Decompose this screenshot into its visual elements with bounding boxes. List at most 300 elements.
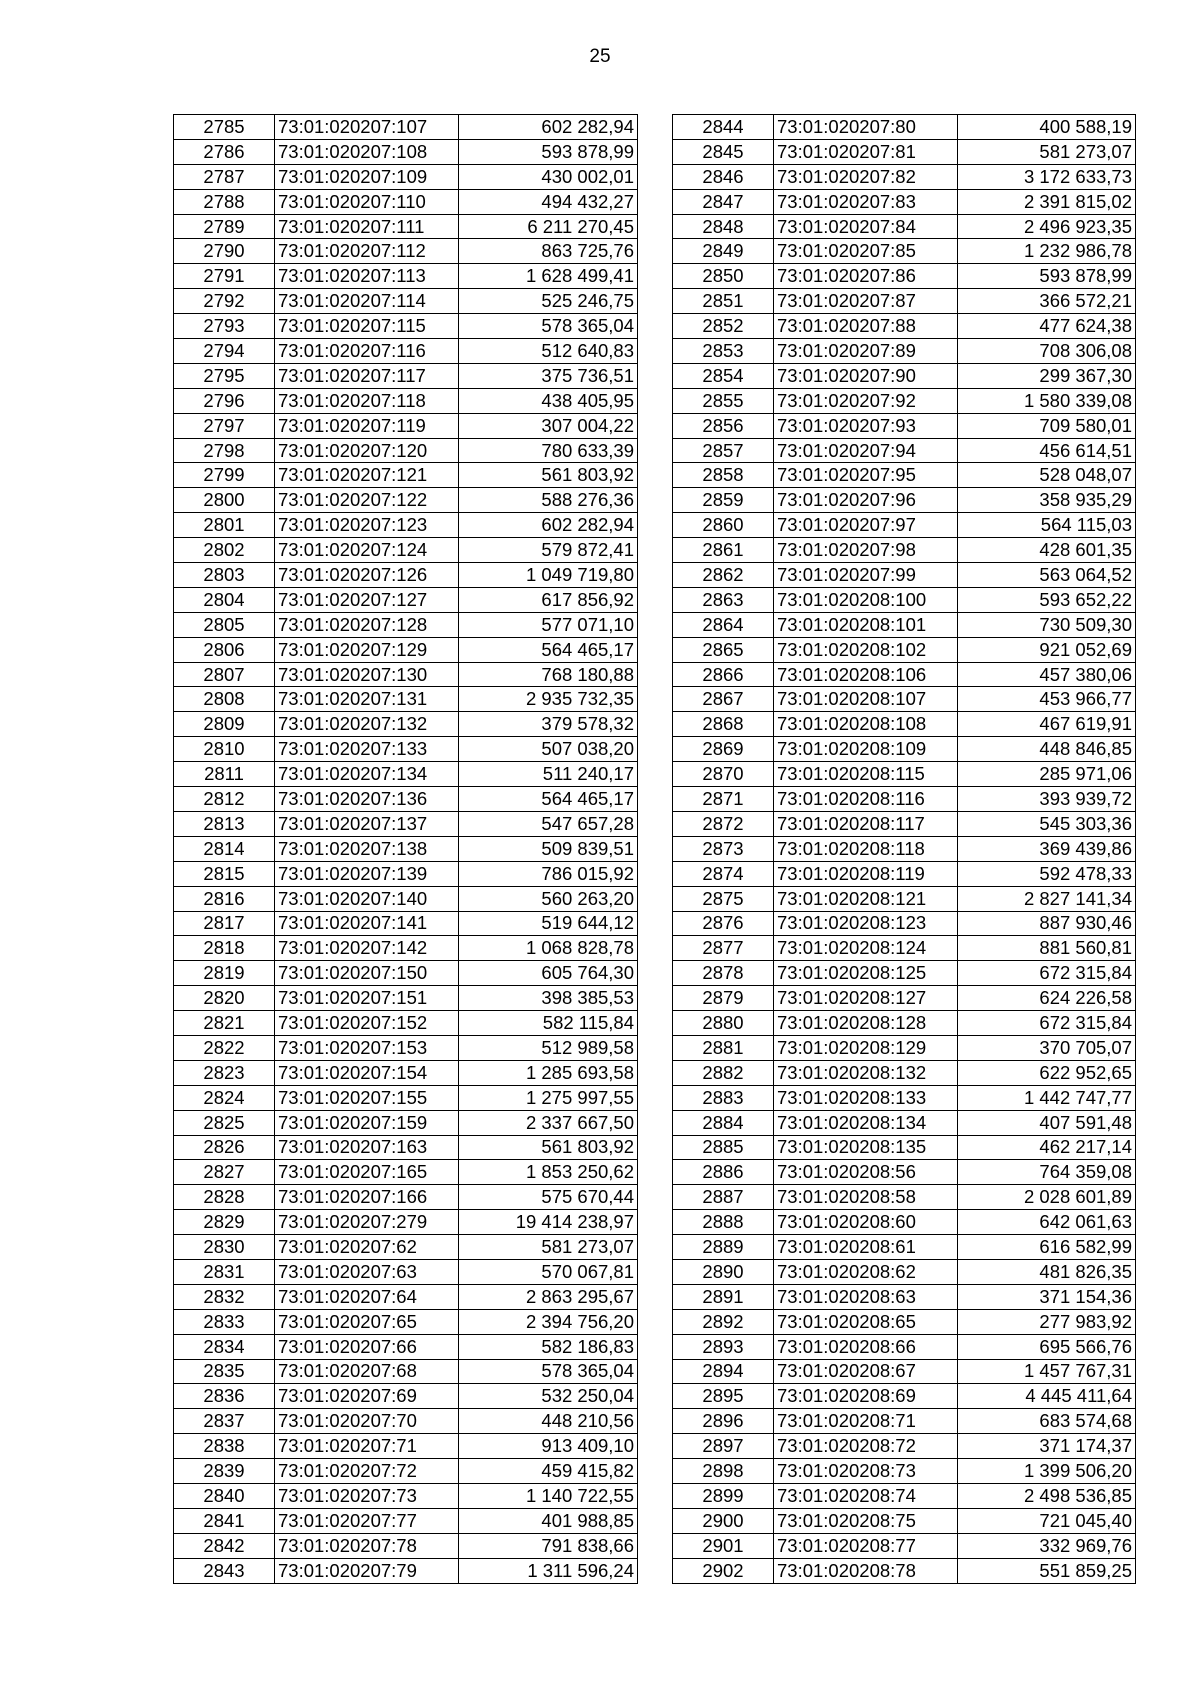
table-row [174,1334,638,1359]
cadastral-value-cell: 561 803,92 [459,463,638,488]
table-row [673,1334,1136,1359]
cadastral-number-cell: 73:01:020208:118 [774,836,958,861]
cadastral-value-cell: 19 414 238,97 [459,1210,638,1235]
cadastral-value-cell: 477 624,38 [958,314,1136,339]
cadastral-value-cell: 401 988,85 [459,1508,638,1533]
cadastral-table-right [672,114,1136,1584]
row-number-cell: 2823 [174,1060,275,1085]
table-row [673,811,1136,836]
row-number-cell: 2832 [174,1284,275,1309]
table-row [673,1384,1136,1409]
table-row [174,115,638,140]
cadastral-number-cell: 73:01:020207:118 [275,388,459,413]
cadastral-value-cell: 467 619,91 [958,712,1136,737]
table-row [174,1259,638,1284]
cadastral-value-cell: 616 582,99 [958,1235,1136,1260]
table-row [673,1259,1136,1284]
row-number-cell: 2814 [174,836,275,861]
cadastral-number-cell: 73:01:020207:88 [774,314,958,339]
cadastral-value-cell: 1 049 719,80 [459,563,638,588]
cadastral-number-cell: 73:01:020207:122 [275,488,459,513]
table-row [673,164,1136,189]
cadastral-value-cell: 453 966,77 [958,687,1136,712]
row-number-cell: 2898 [673,1459,774,1484]
cadastral-number-cell: 73:01:020207:95 [774,463,958,488]
row-number-cell: 2798 [174,438,275,463]
cadastral-value-cell: 642 061,63 [958,1210,1136,1235]
cadastral-value-cell: 1 275 997,55 [459,1085,638,1110]
row-number-cell: 2846 [673,164,774,189]
cadastral-number-cell: 73:01:020208:63 [774,1284,958,1309]
row-number-cell: 2854 [673,363,774,388]
cadastral-number-cell: 73:01:020208:67 [774,1359,958,1384]
table-row [673,1135,1136,1160]
cadastral-table-left [173,114,638,1584]
table-row [174,787,638,812]
row-number-cell: 2890 [673,1259,774,1284]
cadastral-number-cell: 73:01:020208:60 [774,1210,958,1235]
cadastral-value-cell: 379 578,32 [459,712,638,737]
row-number-cell: 2870 [673,762,774,787]
cadastral-number-cell: 73:01:020208:132 [774,1060,958,1085]
row-number-cell: 2847 [673,189,774,214]
row-number-cell: 2857 [673,438,774,463]
row-number-cell: 2889 [673,1235,774,1260]
cadastral-number-cell: 73:01:020207:124 [275,538,459,563]
cadastral-number-cell: 73:01:020208:123 [774,911,958,936]
cadastral-value-cell: 887 930,46 [958,911,1136,936]
cadastral-number-cell: 73:01:020207:132 [275,712,459,737]
row-number-cell: 2808 [174,687,275,712]
row-number-cell: 2787 [174,164,275,189]
table-row [174,189,638,214]
table-row [174,936,638,961]
row-number-cell: 2859 [673,488,774,513]
cadastral-value-cell: 780 633,39 [459,438,638,463]
table-row [673,139,1136,164]
row-number-cell: 2852 [673,314,774,339]
cadastral-number-cell: 73:01:020208:75 [774,1508,958,1533]
cadastral-number-cell: 73:01:020207:128 [275,612,459,637]
cadastral-value-cell: 581 273,07 [958,139,1136,164]
cadastral-number-cell: 73:01:020207:96 [774,488,958,513]
cadastral-value-cell: 307 004,22 [459,413,638,438]
cadastral-number-cell: 73:01:020208:117 [774,811,958,836]
table-row [174,1409,638,1434]
row-number-cell: 2861 [673,538,774,563]
cadastral-number-cell: 73:01:020207:98 [774,538,958,563]
row-number-cell: 2878 [673,961,774,986]
page-number: 25 [589,46,611,67]
cadastral-number-cell: 73:01:020207:133 [275,737,459,762]
cadastral-value-cell: 863 725,76 [459,239,638,264]
row-number-cell: 2896 [673,1409,774,1434]
cadastral-value-cell: 2 496 923,35 [958,214,1136,239]
table-row [673,1558,1136,1583]
cadastral-number-cell: 73:01:020208:102 [774,637,958,662]
table-row [174,388,638,413]
cadastral-value-cell: 593 652,22 [958,587,1136,612]
row-number-cell: 2875 [673,886,774,911]
table-row [174,811,638,836]
row-number-cell: 2792 [174,289,275,314]
cadastral-value-cell: 564 465,17 [459,637,638,662]
cadastral-value-cell: 709 580,01 [958,413,1136,438]
row-number-cell: 2873 [673,836,774,861]
cadastral-number-cell: 73:01:020208:124 [774,936,958,961]
cadastral-number-cell: 73:01:020208:116 [774,787,958,812]
cadastral-value-cell: 512 640,83 [459,339,638,364]
row-number-cell: 2888 [673,1210,774,1235]
cadastral-value-cell: 1 068 828,78 [459,936,638,961]
row-number-cell: 2793 [174,314,275,339]
cadastral-number-cell: 73:01:020207:115 [275,314,459,339]
row-number-cell: 2834 [174,1334,275,1359]
cadastral-number-cell: 73:01:020208:127 [774,986,958,1011]
table-row [174,1434,638,1459]
row-number-cell: 2850 [673,264,774,289]
table-row [174,488,638,513]
row-number-cell: 2788 [174,189,275,214]
cadastral-value-cell: 398 385,53 [459,986,638,1011]
cadastral-value-cell: 2 498 536,85 [958,1483,1136,1508]
table-row [174,886,638,911]
cadastral-value-cell: 494 432,27 [459,189,638,214]
cadastral-number-cell: 73:01:020207:126 [275,563,459,588]
table-row [174,139,638,164]
row-number-cell: 2831 [174,1259,275,1284]
row-number-cell: 2887 [673,1185,774,1210]
cadastral-number-cell: 73:01:020208:62 [774,1259,958,1284]
row-number-cell: 2844 [673,115,774,140]
cadastral-number-cell: 73:01:020207:70 [275,1409,459,1434]
row-number-cell: 2842 [174,1533,275,1558]
cadastral-value-cell: 624 226,58 [958,986,1136,1011]
table-row [673,687,1136,712]
cadastral-value-cell: 457 380,06 [958,662,1136,687]
cadastral-number-cell: 73:01:020208:100 [774,587,958,612]
cadastral-value-cell: 551 859,25 [958,1558,1136,1583]
row-number-cell: 2849 [673,239,774,264]
cadastral-value-cell: 683 574,68 [958,1409,1136,1434]
table-row [174,1210,638,1235]
row-number-cell: 2868 [673,712,774,737]
cadastral-number-cell: 73:01:020208:66 [774,1334,958,1359]
cadastral-value-cell: 428 601,35 [958,538,1136,563]
row-number-cell: 2872 [673,811,774,836]
cadastral-number-cell: 73:01:020207:90 [774,363,958,388]
row-number-cell: 2791 [174,264,275,289]
cadastral-value-cell: 511 240,17 [459,762,638,787]
cadastral-number-cell: 73:01:020207:166 [275,1185,459,1210]
row-number-cell: 2864 [673,612,774,637]
table-row [673,762,1136,787]
cadastral-number-cell: 73:01:020207:83 [774,189,958,214]
row-number-cell: 2820 [174,986,275,1011]
cadastral-value-cell: 582 115,84 [459,1011,638,1036]
cadastral-value-cell: 481 826,35 [958,1259,1136,1284]
row-number-cell: 2821 [174,1011,275,1036]
cadastral-number-cell: 73:01:020207:86 [774,264,958,289]
table-row [174,538,638,563]
table-row [174,1135,638,1160]
row-number-cell: 2799 [174,463,275,488]
cadastral-number-cell: 73:01:020207:130 [275,662,459,687]
cadastral-number-cell: 73:01:020207:163 [275,1135,459,1160]
cadastral-number-cell: 73:01:020207:113 [275,264,459,289]
row-number-cell: 2835 [174,1359,275,1384]
cadastral-value-cell: 400 588,19 [958,115,1136,140]
table-row [174,1284,638,1309]
cadastral-number-cell: 73:01:020207:112 [275,239,459,264]
cadastral-number-cell: 73:01:020207:110 [275,189,459,214]
cadastral-number-cell: 73:01:020207:69 [275,1384,459,1409]
cadastral-number-cell: 73:01:020207:137 [275,811,459,836]
row-number-cell: 2899 [673,1483,774,1508]
row-number-cell: 2809 [174,712,275,737]
cadastral-value-cell: 299 367,30 [958,363,1136,388]
cadastral-value-cell: 921 052,69 [958,637,1136,662]
table-row [673,861,1136,886]
cadastral-value-cell: 2 391 815,02 [958,189,1136,214]
cadastral-number-cell: 73:01:020208:119 [774,861,958,886]
table-row [673,1508,1136,1533]
table-row [673,712,1136,737]
cadastral-value-cell: 764 359,08 [958,1160,1136,1185]
cadastral-number-cell: 73:01:020207:117 [275,363,459,388]
cadastral-value-cell: 561 803,92 [459,1135,638,1160]
cadastral-value-cell: 1 442 747,77 [958,1085,1136,1110]
table-row [673,1085,1136,1110]
row-number-cell: 2871 [673,787,774,812]
cadastral-number-cell: 73:01:020207:77 [275,1508,459,1533]
row-number-cell: 2803 [174,563,275,588]
cadastral-number-cell: 73:01:020207:152 [275,1011,459,1036]
table-row [174,264,638,289]
row-number-cell: 2853 [673,339,774,364]
cadastral-value-cell: 1 580 339,08 [958,388,1136,413]
cadastral-number-cell: 73:01:020207:78 [275,1533,459,1558]
table-row [673,662,1136,687]
cadastral-value-cell: 605 764,30 [459,961,638,986]
table-row [174,513,638,538]
cadastral-value-cell: 579 872,41 [459,538,638,563]
row-number-cell: 2825 [174,1110,275,1135]
cadastral-value-cell: 708 306,08 [958,339,1136,364]
table-row [174,612,638,637]
table-row [673,936,1136,961]
row-number-cell: 2818 [174,936,275,961]
cadastral-value-cell: 277 983,92 [958,1309,1136,1334]
table-row [673,1359,1136,1384]
table-row [673,1210,1136,1235]
cadastral-number-cell: 73:01:020207:80 [774,115,958,140]
cadastral-number-cell: 73:01:020208:73 [774,1459,958,1484]
row-number-cell: 2895 [673,1384,774,1409]
row-number-cell: 2807 [174,662,275,687]
cadastral-value-cell: 791 838,66 [459,1533,638,1558]
cadastral-value-cell: 371 154,36 [958,1284,1136,1309]
cadastral-value-cell: 6 211 270,45 [459,214,638,239]
cadastral-value-cell: 2 337 667,50 [459,1110,638,1135]
table-row [673,513,1136,538]
cadastral-value-cell: 1 457 767,31 [958,1359,1136,1384]
cadastral-number-cell: 73:01:020207:279 [275,1210,459,1235]
row-number-cell: 2836 [174,1384,275,1409]
cadastral-number-cell: 73:01:020207:150 [275,961,459,986]
table-row [174,1235,638,1260]
cadastral-value-cell: 332 969,76 [958,1533,1136,1558]
table-row [673,836,1136,861]
cadastral-number-cell: 73:01:020207:64 [275,1284,459,1309]
cadastral-number-cell: 73:01:020207:73 [275,1483,459,1508]
table-row [673,563,1136,588]
row-number-cell: 2839 [174,1459,275,1484]
cadastral-number-cell: 73:01:020207:136 [275,787,459,812]
cadastral-number-cell: 73:01:020208:134 [774,1110,958,1135]
cadastral-number-cell: 73:01:020208:56 [774,1160,958,1185]
cadastral-number-cell: 73:01:020207:97 [774,513,958,538]
cadastral-number-cell: 73:01:020207:141 [275,911,459,936]
table-row [673,388,1136,413]
table-row [174,1508,638,1533]
table-row [673,911,1136,936]
cadastral-number-cell: 73:01:020207:121 [275,463,459,488]
cadastral-value-cell: 578 365,04 [459,1359,638,1384]
row-number-cell: 2826 [174,1135,275,1160]
cadastral-value-cell: 547 657,28 [459,811,638,836]
table-row [673,787,1136,812]
row-number-cell: 2830 [174,1235,275,1260]
row-number-cell: 2874 [673,861,774,886]
cadastral-value-cell: 448 210,56 [459,1409,638,1434]
cadastral-value-cell: 602 282,94 [459,513,638,538]
table-row [673,986,1136,1011]
row-number-cell: 2822 [174,1035,275,1060]
cadastral-value-cell: 366 572,21 [958,289,1136,314]
table-row [174,463,638,488]
cadastral-value-cell: 358 935,29 [958,488,1136,513]
cadastral-value-cell: 1 232 986,78 [958,239,1136,264]
cadastral-number-cell: 73:01:020208:69 [774,1384,958,1409]
row-number-cell: 2866 [673,662,774,687]
table-row [174,314,638,339]
table-row [673,1459,1136,1484]
row-number-cell: 2881 [673,1035,774,1060]
row-number-cell: 2848 [673,214,774,239]
row-number-cell: 2858 [673,463,774,488]
table-row [673,1409,1136,1434]
row-number-cell: 2902 [673,1558,774,1583]
row-number-cell: 2801 [174,513,275,538]
cadastral-number-cell: 73:01:020208:115 [774,762,958,787]
table-row [174,1558,638,1583]
cadastral-number-cell: 73:01:020207:165 [275,1160,459,1185]
row-number-cell: 2797 [174,413,275,438]
table-row [673,1309,1136,1334]
cadastral-value-cell: 577 071,10 [459,612,638,637]
row-number-cell: 2790 [174,239,275,264]
table-row [174,413,638,438]
cadastral-number-cell: 73:01:020207:116 [275,339,459,364]
cadastral-value-cell: 570 067,81 [459,1259,638,1284]
table-row [174,762,638,787]
cadastral-number-cell: 73:01:020207:123 [275,513,459,538]
cadastral-value-cell: 602 282,94 [459,115,638,140]
row-number-cell: 2843 [174,1558,275,1583]
cadastral-number-cell: 73:01:020208:107 [774,687,958,712]
cadastral-value-cell: 528 048,07 [958,463,1136,488]
cadastral-number-cell: 73:01:020207:114 [275,289,459,314]
table-row [174,214,638,239]
cadastral-value-cell: 507 038,20 [459,737,638,762]
cadastral-number-cell: 73:01:020207:87 [774,289,958,314]
cadastral-value-cell: 582 186,83 [459,1334,638,1359]
row-number-cell: 2819 [174,961,275,986]
cadastral-number-cell: 73:01:020208:109 [774,737,958,762]
cadastral-number-cell: 73:01:020207:92 [774,388,958,413]
cadastral-number-cell: 73:01:020207:120 [275,438,459,463]
cadastral-value-cell: 285 971,06 [958,762,1136,787]
cadastral-number-cell: 73:01:020207:85 [774,239,958,264]
table-row [174,662,638,687]
row-number-cell: 2805 [174,612,275,637]
table-row [673,438,1136,463]
row-number-cell: 2882 [673,1060,774,1085]
cadastral-value-cell: 2 028 601,89 [958,1185,1136,1210]
cadastral-number-cell: 73:01:020207:139 [275,861,459,886]
cadastral-number-cell: 73:01:020207:127 [275,587,459,612]
cadastral-value-cell: 564 115,03 [958,513,1136,538]
cadastral-value-cell: 438 405,95 [459,388,638,413]
row-number-cell: 2856 [673,413,774,438]
cadastral-value-cell: 512 989,58 [459,1035,638,1060]
cadastral-value-cell: 1 140 722,55 [459,1483,638,1508]
table-row [174,1533,638,1558]
table-row [174,1060,638,1085]
cadastral-number-cell: 73:01:020208:71 [774,1409,958,1434]
row-number-cell: 2840 [174,1483,275,1508]
row-number-cell: 2892 [673,1309,774,1334]
row-number-cell: 2885 [673,1135,774,1160]
table-row [174,1483,638,1508]
row-number-cell: 2828 [174,1185,275,1210]
row-number-cell: 2794 [174,339,275,364]
cadastral-value-cell: 881 560,81 [958,936,1136,961]
row-number-cell: 2827 [174,1160,275,1185]
table-row [174,687,638,712]
row-number-cell: 2880 [673,1011,774,1036]
cadastral-value-cell: 509 839,51 [459,836,638,861]
cadastral-value-cell: 462 217,14 [958,1135,1136,1160]
cadastral-number-cell: 73:01:020207:138 [275,836,459,861]
table-row [673,1434,1136,1459]
cadastral-value-cell: 1 399 506,20 [958,1459,1136,1484]
cadastral-value-cell: 672 315,84 [958,961,1136,986]
cadastral-value-cell: 456 614,51 [958,438,1136,463]
table-row [174,637,638,662]
table-row [673,289,1136,314]
table-row [673,886,1136,911]
row-number-cell: 2800 [174,488,275,513]
cadastral-value-cell: 575 670,44 [459,1185,638,1210]
table-row [673,1185,1136,1210]
table-row [174,1185,638,1210]
table-row [673,737,1136,762]
row-number-cell: 2786 [174,139,275,164]
table-row [673,488,1136,513]
cadastral-value-cell: 1 628 499,41 [459,264,638,289]
